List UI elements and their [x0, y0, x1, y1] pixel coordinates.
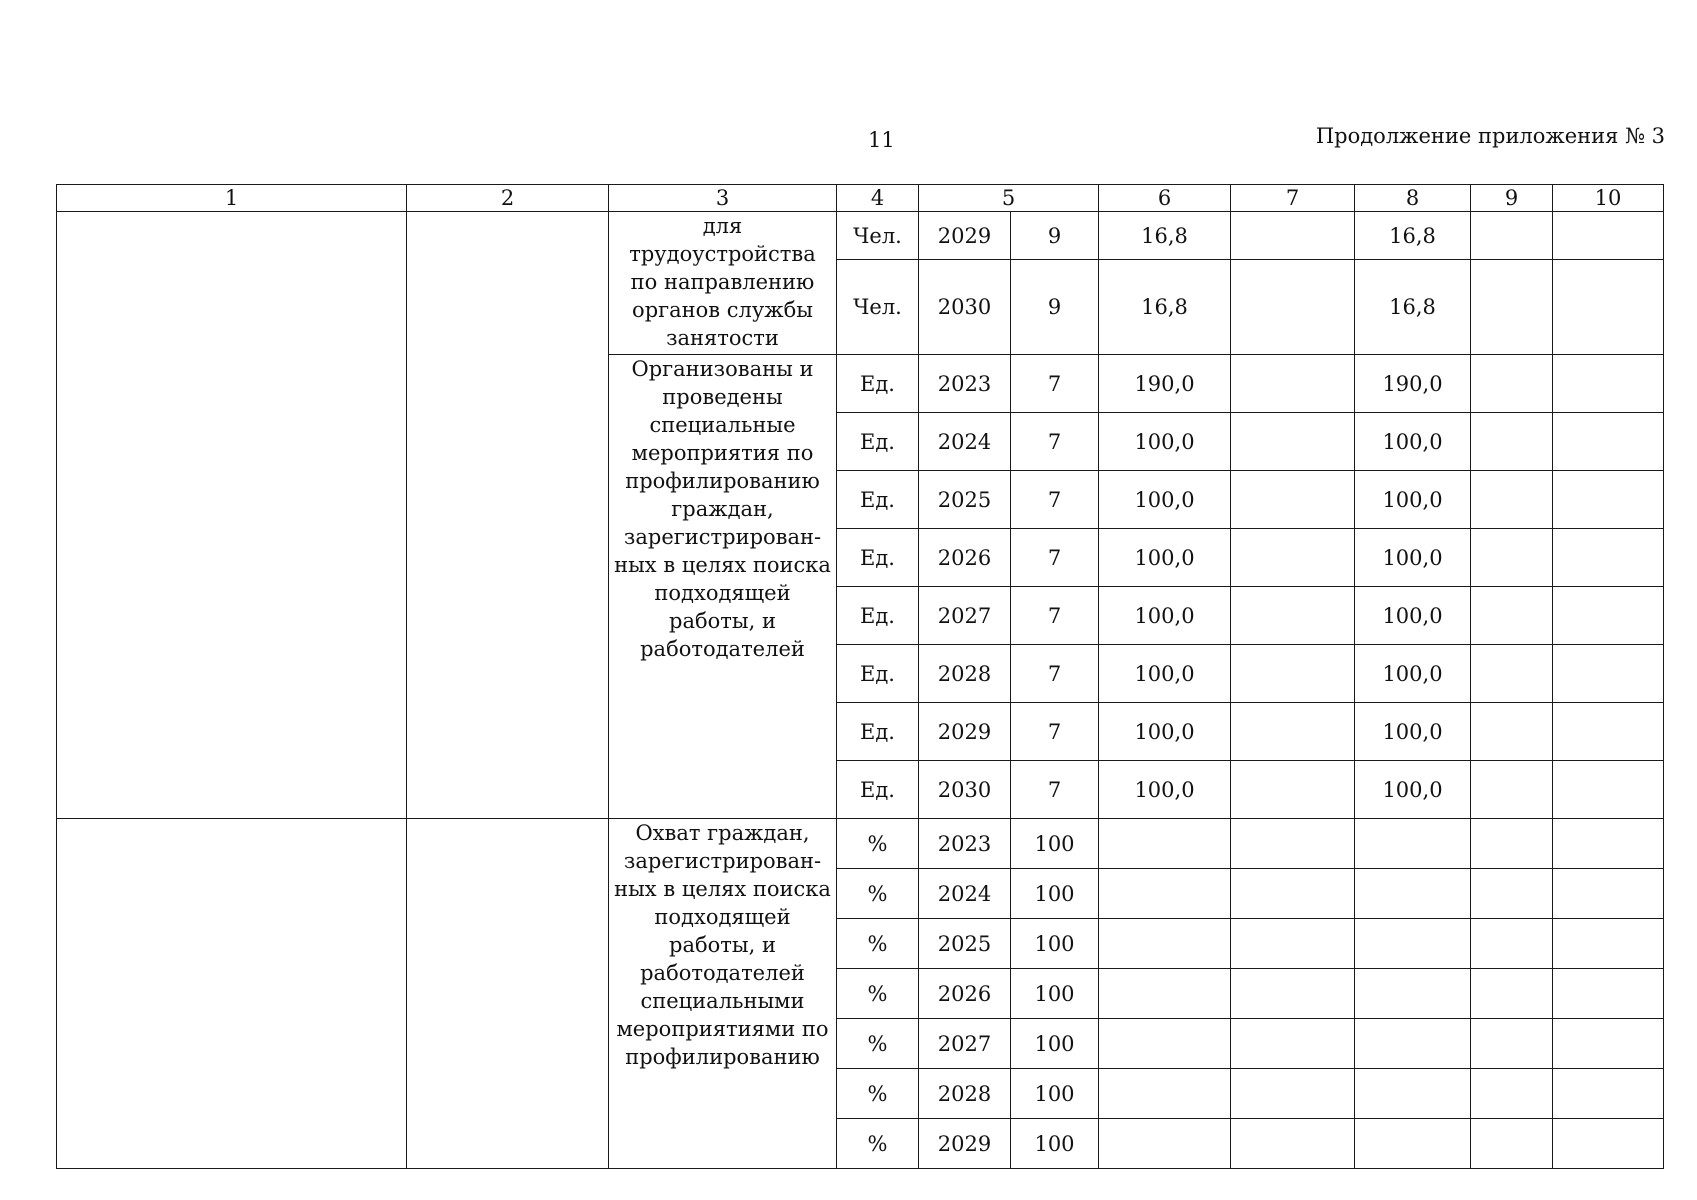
- year-cell: 2025: [919, 919, 1011, 969]
- col7-cell: [1231, 761, 1355, 819]
- col7-cell: [1231, 529, 1355, 587]
- code-cell: 9: [1011, 260, 1099, 355]
- col10-cell: [1553, 529, 1664, 587]
- column-header: 9: [1471, 185, 1553, 212]
- year-cell: 2026: [919, 969, 1011, 1019]
- col7-cell: [1231, 869, 1355, 919]
- col8-cell: 100,0: [1355, 471, 1471, 529]
- col9-cell: [1471, 529, 1553, 587]
- code-cell: 100: [1011, 969, 1099, 1019]
- indicator-description: Организованы и проведены специальные мероприятия по профилированию граждан, зарегистрирован-ных в целях поиска подходящей работы, и работодателей: [614, 357, 831, 661]
- col10-cell: [1553, 645, 1664, 703]
- col7-cell: [1231, 1019, 1355, 1069]
- col9-cell: [1471, 819, 1553, 869]
- year-cell: 2026: [919, 529, 1011, 587]
- unit-cell: Ед.: [837, 703, 919, 761]
- year-cell: 2025: [919, 471, 1011, 529]
- col7-cell: [1231, 969, 1355, 1019]
- code-cell: 7: [1011, 471, 1099, 529]
- col9-cell: [1471, 919, 1553, 969]
- page-number: 11: [868, 128, 895, 152]
- code-cell: 7: [1011, 587, 1099, 645]
- indicator-description-cell: [609, 819, 837, 1169]
- col8-cell: [1355, 819, 1471, 869]
- indicator-description-cell: [609, 212, 837, 355]
- col8-cell: 190,0: [1355, 355, 1471, 413]
- col8-cell: [1355, 919, 1471, 969]
- col7-cell: [1231, 645, 1355, 703]
- col10-cell: [1553, 587, 1664, 645]
- col7-cell: [1231, 212, 1355, 260]
- col8-cell: 100,0: [1355, 587, 1471, 645]
- year-cell: 2030: [919, 761, 1011, 819]
- col8-cell: 100,0: [1355, 529, 1471, 587]
- col7-cell: [1231, 919, 1355, 969]
- unit-cell: %: [837, 969, 919, 1019]
- col10-cell: [1553, 212, 1664, 260]
- col6-cell: [1099, 1069, 1231, 1119]
- table-row: [57, 212, 1664, 260]
- col7-cell: [1231, 471, 1355, 529]
- unit-cell: %: [837, 1019, 919, 1069]
- col6-cell: [1099, 819, 1231, 869]
- col6-cell: 190,0: [1099, 355, 1231, 413]
- col9-cell: [1471, 1019, 1553, 1069]
- col7-cell: [1231, 1119, 1355, 1169]
- column-header: 5: [919, 185, 1099, 212]
- col8-cell: 16,8: [1355, 260, 1471, 355]
- col9-cell: [1471, 969, 1553, 1019]
- col10-cell: [1553, 1019, 1664, 1069]
- col9-cell: [1471, 645, 1553, 703]
- unit-cell: Ед.: [837, 587, 919, 645]
- col9-cell: [1471, 212, 1553, 260]
- column2-cell: [407, 819, 609, 1169]
- unit-cell: Ед.: [837, 645, 919, 703]
- unit-cell: Ед.: [837, 761, 919, 819]
- unit-cell: Ед.: [837, 413, 919, 471]
- column-header: 7: [1231, 185, 1355, 212]
- unit-cell: Ед.: [837, 355, 919, 413]
- col6-cell: 100,0: [1099, 413, 1231, 471]
- col6-cell: [1099, 1019, 1231, 1069]
- column-number-row: [57, 185, 1664, 212]
- col9-cell: [1471, 1119, 1553, 1169]
- year-cell: 2029: [919, 212, 1011, 260]
- col9-cell: [1471, 703, 1553, 761]
- code-cell: 7: [1011, 355, 1099, 413]
- col10-cell: [1553, 919, 1664, 969]
- code-cell: 9: [1011, 212, 1099, 260]
- column-header: 6: [1099, 185, 1231, 212]
- col6-cell: 100,0: [1099, 587, 1231, 645]
- col10-cell: [1553, 471, 1664, 529]
- col10-cell: [1553, 260, 1664, 355]
- code-cell: 100: [1011, 1119, 1099, 1169]
- col6-cell: [1099, 1119, 1231, 1169]
- col9-cell: [1471, 587, 1553, 645]
- col10-cell: [1553, 355, 1664, 413]
- col9-cell: [1471, 761, 1553, 819]
- col10-cell: [1553, 969, 1664, 1019]
- table-body: [57, 212, 1664, 1169]
- col10-cell: [1553, 869, 1664, 919]
- col9-cell: [1471, 413, 1553, 471]
- col6-cell: 16,8: [1099, 260, 1231, 355]
- indicators-table: [56, 184, 1664, 1169]
- unit-cell: %: [837, 869, 919, 919]
- col8-cell: 100,0: [1355, 413, 1471, 471]
- col7-cell: [1231, 413, 1355, 471]
- year-cell: 2023: [919, 355, 1011, 413]
- col10-cell: [1553, 703, 1664, 761]
- col10-cell: [1553, 761, 1664, 819]
- col7-cell: [1231, 355, 1355, 413]
- appendix-continuation-label: Продолжение приложения № 3: [1315, 124, 1665, 148]
- col8-cell: [1355, 1119, 1471, 1169]
- col10-cell: [1553, 413, 1664, 471]
- column1-cell: [57, 819, 407, 1169]
- column1-cell: [57, 212, 407, 819]
- col9-cell: [1471, 355, 1553, 413]
- col6-cell: 100,0: [1099, 645, 1231, 703]
- col7-cell: [1231, 260, 1355, 355]
- col10-cell: [1553, 1119, 1664, 1169]
- code-cell: 100: [1011, 869, 1099, 919]
- year-cell: 2024: [919, 413, 1011, 471]
- col10-cell: [1553, 1069, 1664, 1119]
- code-cell: 100: [1011, 1069, 1099, 1119]
- col7-cell: [1231, 703, 1355, 761]
- year-cell: 2027: [919, 587, 1011, 645]
- col8-cell: 16,8: [1355, 212, 1471, 260]
- column-header: 2: [407, 185, 609, 212]
- year-cell: 2030: [919, 260, 1011, 355]
- year-cell: 2023: [919, 819, 1011, 869]
- year-cell: 2027: [919, 1019, 1011, 1069]
- col10-cell: [1553, 819, 1664, 869]
- code-cell: 100: [1011, 919, 1099, 969]
- year-cell: 2028: [919, 645, 1011, 703]
- unit-cell: Ед.: [837, 529, 919, 587]
- year-cell: 2024: [919, 869, 1011, 919]
- col6-cell: 100,0: [1099, 471, 1231, 529]
- col9-cell: [1471, 869, 1553, 919]
- indicator-description-cell: [609, 355, 837, 819]
- unit-cell: %: [837, 1069, 919, 1119]
- col9-cell: [1471, 471, 1553, 529]
- col8-cell: 100,0: [1355, 645, 1471, 703]
- col6-cell: [1099, 869, 1231, 919]
- col7-cell: [1231, 1069, 1355, 1119]
- col6-cell: 16,8: [1099, 212, 1231, 260]
- code-cell: 100: [1011, 819, 1099, 869]
- unit-cell: Чел.: [837, 212, 919, 260]
- col9-cell: [1471, 1069, 1553, 1119]
- column-header: 4: [837, 185, 919, 212]
- code-cell: 7: [1011, 645, 1099, 703]
- column2-cell: [407, 212, 609, 819]
- col7-cell: [1231, 587, 1355, 645]
- col8-cell: [1355, 1069, 1471, 1119]
- col6-cell: [1099, 919, 1231, 969]
- column-header: 3: [609, 185, 837, 212]
- col8-cell: 100,0: [1355, 703, 1471, 761]
- code-cell: 7: [1011, 529, 1099, 587]
- column-header: 10: [1553, 185, 1664, 212]
- unit-cell: Ед.: [837, 471, 919, 529]
- indicator-description: для трудоустройства по направлению органов службы занятости: [629, 214, 816, 350]
- unit-cell: Чел.: [837, 260, 919, 355]
- code-cell: 7: [1011, 413, 1099, 471]
- column-header: 8: [1355, 185, 1471, 212]
- year-cell: 2029: [919, 1119, 1011, 1169]
- code-cell: 7: [1011, 703, 1099, 761]
- unit-cell: %: [837, 819, 919, 869]
- code-cell: 100: [1011, 1019, 1099, 1069]
- col8-cell: [1355, 969, 1471, 1019]
- column-header: 1: [57, 185, 407, 212]
- code-cell: 7: [1011, 761, 1099, 819]
- col6-cell: 100,0: [1099, 703, 1231, 761]
- col8-cell: [1355, 869, 1471, 919]
- year-cell: 2028: [919, 1069, 1011, 1119]
- unit-cell: %: [837, 919, 919, 969]
- col9-cell: [1471, 260, 1553, 355]
- unit-cell: %: [837, 1119, 919, 1169]
- year-cell: 2029: [919, 703, 1011, 761]
- col6-cell: 100,0: [1099, 529, 1231, 587]
- col8-cell: 100,0: [1355, 761, 1471, 819]
- col6-cell: [1099, 969, 1231, 1019]
- col6-cell: 100,0: [1099, 761, 1231, 819]
- col8-cell: [1355, 1019, 1471, 1069]
- col7-cell: [1231, 819, 1355, 869]
- indicator-description: Охват граждан, зарегистрирован-ных в целях поиска подходящей работы, и работодателей специальными мероприятиями по профилированию: [614, 821, 831, 1069]
- table-row: [57, 819, 1664, 869]
